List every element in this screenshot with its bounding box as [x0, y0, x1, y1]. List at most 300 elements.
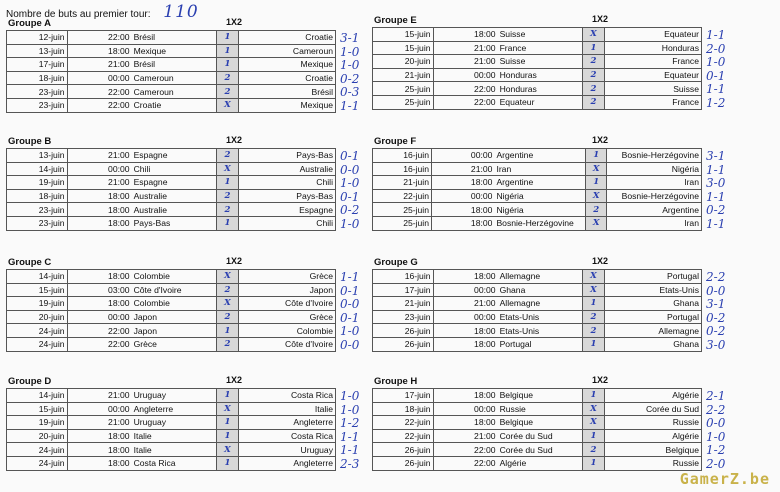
away-team: Portugal [604, 270, 701, 284]
match-date: 22-juin [373, 416, 434, 430]
match-row [7, 203, 336, 217]
pick-cell[interactable]: 1 [583, 456, 605, 470]
match-time: 22:00 [433, 82, 498, 96]
handwritten-score: 0-0 [340, 162, 360, 177]
match-time: 22:00 [433, 95, 498, 109]
handwritten-score: 0-0 [706, 283, 726, 298]
pick-cell[interactable]: 2 [217, 337, 239, 351]
match-time: 18:00 [432, 216, 495, 230]
pick-column-header: 1X2 [591, 14, 608, 24]
match-time: 00:00 [433, 68, 498, 82]
home-team: Iran [494, 162, 585, 176]
pick-cell[interactable]: 2 [586, 203, 607, 217]
match-row [373, 189, 702, 203]
away-team: Brésil [238, 85, 335, 99]
handwritten-score: 0-1 [706, 68, 726, 83]
away-team: Honduras [604, 41, 701, 55]
match-row [373, 41, 702, 55]
match-row [7, 162, 336, 176]
away-team: Corée du Sud [604, 402, 701, 416]
pick-cell[interactable]: X [586, 216, 607, 230]
pick-cell[interactable]: 2 [583, 443, 605, 457]
match-date: 23-juin [7, 85, 68, 99]
match-date: 12-juin [7, 31, 68, 45]
handwritten-score: 1-1 [706, 82, 726, 97]
match-table [372, 27, 702, 110]
away-team: Algérie [604, 429, 701, 443]
pick-cell[interactable]: X [217, 297, 239, 311]
home-team: Etats-Unis [498, 324, 583, 338]
pick-cell[interactable]: 2 [217, 71, 239, 85]
home-team: Italie [132, 443, 217, 457]
match-table [372, 269, 702, 352]
group-title: Groupe A [8, 18, 51, 29]
pick-cell[interactable]: X [583, 402, 605, 416]
match-date: 16-juin [373, 162, 432, 176]
handwritten-score: 1-1 [706, 217, 726, 231]
pick-column-header: 1X2 [225, 375, 242, 385]
match-row [373, 402, 702, 416]
pick-cell[interactable]: 1 [217, 31, 239, 45]
match-table [6, 269, 336, 352]
pick-cell[interactable]: X [586, 189, 607, 203]
match-time: 21:00 [67, 389, 132, 403]
home-team: Uruguay [132, 416, 217, 430]
handwritten-score: 1-1 [706, 28, 726, 42]
handwritten-score: 0-1 [340, 310, 360, 325]
match-date: 16-juin [373, 149, 432, 163]
away-team: Uruguay [238, 443, 335, 457]
match-table [6, 30, 336, 113]
home-team: Grèce [132, 337, 217, 351]
away-team: Bosnie-Herzégovine [607, 189, 702, 203]
handwritten-score: 1-0 [340, 176, 360, 191]
home-team: Cameroun [132, 71, 217, 85]
pick-column-header: 1X2 [225, 256, 242, 266]
group-title: Groupe C [8, 257, 52, 268]
handwritten-score: 1-1 [340, 429, 360, 444]
away-team: France [604, 55, 701, 69]
away-team: Portugal [604, 310, 701, 324]
match-row [373, 95, 702, 109]
handwritten-score: 2-0 [706, 41, 726, 56]
pick-cell[interactable]: 1 [217, 44, 239, 58]
match-date: 19-juin [7, 297, 68, 311]
pick-cell[interactable]: X [583, 416, 605, 430]
away-team: Grèce [238, 310, 335, 324]
match-date: 23-juin [7, 203, 68, 217]
match-row [7, 98, 336, 112]
pick-cell[interactable]: 2 [217, 310, 239, 324]
home-team: Argentine [494, 149, 585, 163]
match-time: 00:00 [67, 162, 132, 176]
match-row [7, 85, 336, 99]
away-team: Croatie [238, 71, 335, 85]
match-date: 17-juin [7, 58, 68, 72]
match-time: 21:00 [433, 55, 498, 69]
handwritten-score: 0-1 [340, 283, 360, 298]
match-row [7, 456, 336, 470]
match-row [373, 216, 702, 230]
handwritten-score: 1-0 [706, 429, 726, 444]
match-row [7, 31, 336, 45]
match-date: 17-juin [373, 389, 434, 403]
match-date: 21-juin [373, 297, 434, 311]
pick-cell[interactable]: X [217, 402, 239, 416]
pick-cell[interactable]: 1 [217, 176, 239, 190]
group-7 [372, 257, 732, 352]
pick-cell[interactable]: 2 [583, 324, 605, 338]
match-date: 21-juin [373, 68, 434, 82]
handwritten-score: 2-2 [706, 270, 726, 284]
home-team: Allemagne [498, 270, 583, 284]
match-time: 00:00 [67, 310, 132, 324]
match-time: 22:00 [67, 31, 132, 45]
home-team: Espagne [132, 149, 217, 163]
pick-cell[interactable]: 1 [217, 58, 239, 72]
home-team: Chili [132, 162, 217, 176]
pick-cell[interactable]: 2 [583, 82, 605, 96]
away-team: Suisse [604, 82, 701, 96]
home-team: Suisse [498, 28, 583, 42]
match-time: 22:00 [67, 337, 132, 351]
handwritten-score: 3-1 [340, 31, 360, 45]
match-time: 22:00 [433, 456, 498, 470]
match-date: 17-juin [373, 283, 434, 297]
match-row [373, 337, 702, 351]
away-team: Japon [238, 283, 335, 297]
home-team: Allemagne [498, 297, 583, 311]
home-team: Australie [132, 189, 217, 203]
match-time: 00:00 [67, 402, 132, 416]
away-team: Nigéria [607, 162, 702, 176]
match-time: 00:00 [432, 189, 495, 203]
match-date: 26-juin [373, 337, 434, 351]
match-time: 18:00 [67, 203, 132, 217]
pick-cell[interactable]: 1 [583, 389, 605, 403]
pick-cell[interactable]: 2 [583, 68, 605, 82]
match-time: 18:00 [67, 270, 132, 284]
handwritten-score: 3-0 [706, 338, 726, 352]
handwritten-score: 3-1 [706, 297, 726, 312]
match-row [7, 176, 336, 190]
pick-cell[interactable]: 2 [217, 149, 239, 163]
match-row [7, 58, 336, 72]
pick-cell[interactable]: 1 [217, 389, 239, 403]
group-title: Groupe F [374, 136, 417, 147]
home-team: Pays-Bas [132, 216, 217, 230]
group-title: Groupe B [8, 136, 52, 147]
pick-column-header: 1X2 [591, 375, 608, 385]
away-team: Australie [238, 162, 335, 176]
match-time: 18:00 [67, 443, 132, 457]
home-team: Japon [132, 324, 217, 338]
match-row [373, 429, 702, 443]
pick-column-header: 1X2 [225, 135, 242, 145]
away-team: Costa Rica [238, 429, 335, 443]
handwritten-score: 1-2 [340, 416, 360, 431]
pick-cell[interactable]: 1 [583, 297, 605, 311]
pick-cell[interactable]: 1 [217, 416, 239, 430]
group-title: Groupe E [374, 15, 417, 26]
pick-cell[interactable]: 1 [217, 216, 239, 230]
match-time: 21:00 [67, 176, 132, 190]
home-team: Italie [132, 429, 217, 443]
match-time: 18:00 [67, 216, 132, 230]
handwritten-score: 0-2 [340, 203, 360, 218]
match-row [373, 456, 702, 470]
pick-cell[interactable]: 1 [217, 429, 239, 443]
match-time: 00:00 [67, 71, 132, 85]
handwritten-score: 0-1 [340, 189, 360, 204]
group-title: Groupe D [8, 376, 52, 387]
match-row [373, 82, 702, 96]
pick-cell[interactable]: X [583, 270, 605, 284]
match-date: 23-juin [373, 310, 434, 324]
match-row [373, 28, 702, 42]
home-team: Colombie [132, 270, 217, 284]
match-time: 18:00 [67, 297, 132, 311]
away-team: Equateur [604, 28, 701, 42]
pick-cell[interactable]: 2 [583, 95, 605, 109]
away-team: Russie [604, 416, 701, 430]
handwritten-score: 2-2 [706, 402, 726, 417]
pick-cell[interactable]: 1 [583, 41, 605, 55]
handwritten-score: 1-2 [706, 96, 726, 110]
pick-cell[interactable]: 2 [583, 310, 605, 324]
pick-column-header: 1X2 [591, 256, 608, 266]
match-date: 24-juin [7, 456, 68, 470]
match-row [7, 270, 336, 284]
away-team: Grèce [238, 270, 335, 284]
away-team: Russie [604, 456, 701, 470]
away-team: Italie [238, 402, 335, 416]
handwritten-score: 0-2 [706, 310, 726, 325]
home-team: Uruguay [132, 389, 217, 403]
away-team: Côte d'Ivoire [238, 297, 335, 311]
match-row [7, 389, 336, 403]
home-team: Côte d'Ivoire [132, 283, 217, 297]
handwritten-score: 1-0 [340, 58, 360, 73]
handwritten-score: 3-1 [706, 149, 726, 163]
match-table [372, 388, 702, 471]
handwritten-score: 0-2 [706, 324, 726, 339]
match-table [6, 148, 336, 231]
match-time: 03:00 [67, 283, 132, 297]
away-team: Pays-Bas [238, 189, 335, 203]
match-time: 18:00 [67, 189, 132, 203]
match-row [373, 389, 702, 403]
match-time: 22:00 [433, 443, 498, 457]
home-team: Honduras [498, 82, 583, 96]
away-team: Croatie [238, 31, 335, 45]
match-time: 22:00 [67, 85, 132, 99]
handwritten-score: 1-1 [706, 162, 726, 177]
handwritten-score: 0-0 [706, 416, 726, 431]
match-date: 15-juin [373, 41, 434, 55]
match-row [7, 310, 336, 324]
match-date: 26-juin [373, 324, 434, 338]
pick-cell[interactable]: 1 [586, 176, 607, 190]
home-team: Croatie [132, 98, 217, 112]
match-row [7, 297, 336, 311]
match-date: 22-juin [373, 429, 434, 443]
match-date: 23-juin [7, 98, 68, 112]
home-team: Angleterre [132, 402, 217, 416]
away-team: Bosnie-Herzégovine [607, 149, 702, 163]
away-team: Espagne [238, 203, 335, 217]
match-time: 00:00 [433, 310, 498, 324]
match-date: 16-juin [373, 270, 434, 284]
match-date: 13-juin [7, 149, 68, 163]
handwritten-score: 0-0 [340, 297, 360, 312]
handwritten-score: 1-1 [340, 443, 360, 458]
match-row [7, 324, 336, 338]
match-date: 26-juin [373, 456, 434, 470]
match-date: 26-juin [373, 443, 434, 457]
away-team: Iran [607, 216, 702, 230]
away-team: Algérie [604, 389, 701, 403]
match-time: 18:00 [433, 416, 498, 430]
pick-cell[interactable]: X [217, 443, 239, 457]
match-time: 00:00 [433, 283, 498, 297]
away-team: Mexique [238, 98, 335, 112]
home-team: Japon [132, 310, 217, 324]
pick-cell[interactable]: X [583, 283, 605, 297]
away-team: France [604, 95, 701, 109]
match-date: 20-juin [7, 310, 68, 324]
pick-cell[interactable]: X [217, 98, 239, 112]
match-row [373, 283, 702, 297]
home-team: Cameroun [132, 85, 217, 99]
away-team: Costa Rica [238, 389, 335, 403]
match-table [6, 388, 336, 471]
match-row [373, 310, 702, 324]
match-date: 25-juin [373, 95, 434, 109]
home-team: Suisse [498, 55, 583, 69]
away-team: Mexique [238, 58, 335, 72]
match-time: 18:00 [433, 389, 498, 403]
away-team: Chili [238, 176, 335, 190]
handwritten-score: 2-3 [340, 457, 360, 471]
home-team: Etats-Unis [498, 310, 583, 324]
away-team: Belgique [604, 443, 701, 457]
match-time: 22:00 [67, 324, 132, 338]
pick-cell[interactable]: 2 [217, 189, 239, 203]
pick-cell[interactable]: 2 [217, 85, 239, 99]
pick-cell[interactable]: 2 [583, 55, 605, 69]
pick-cell[interactable]: 1 [217, 456, 239, 470]
match-time: 22:00 [67, 98, 132, 112]
group-3 [6, 257, 366, 352]
group-title: Groupe G [374, 257, 418, 268]
handwritten-score: 0-1 [340, 149, 360, 163]
away-team: Colombie [238, 324, 335, 338]
away-team: Angleterre [238, 456, 335, 470]
home-team: Algérie [498, 456, 583, 470]
pick-cell[interactable]: 1 [583, 429, 605, 443]
match-time: 18:00 [433, 324, 498, 338]
match-time: 18:00 [433, 337, 498, 351]
group-5 [372, 15, 732, 110]
home-team: France [498, 41, 583, 55]
match-time: 21:00 [67, 416, 132, 430]
handwritten-score: 0-0 [340, 338, 360, 352]
match-date: 22-juin [373, 189, 432, 203]
match-date: 15-juin [373, 28, 434, 42]
away-team: Iran [607, 176, 702, 190]
handwritten-score: 1-1 [706, 189, 726, 204]
match-date: 14-juin [7, 389, 68, 403]
pick-cell[interactable]: 1 [217, 324, 239, 338]
match-time: 00:00 [432, 149, 495, 163]
home-team: Brésil [132, 31, 217, 45]
pick-cell[interactable]: 2 [217, 283, 239, 297]
match-date: 24-juin [7, 324, 68, 338]
pick-cell[interactable]: 1 [583, 337, 605, 351]
match-row [7, 337, 336, 351]
home-team: Nigéria [494, 189, 585, 203]
match-time: 18:00 [67, 456, 132, 470]
handwritten-score: 1-0 [340, 44, 360, 59]
handwritten-score: 2-0 [706, 457, 726, 471]
home-team: Equateur [498, 95, 583, 109]
match-row [373, 176, 702, 190]
group-8 [372, 376, 732, 471]
group-1 [6, 18, 366, 113]
handwritten-score: 1-2 [706, 443, 726, 458]
pick-cell[interactable]: X [583, 28, 605, 42]
pick-cell[interactable]: 2 [217, 203, 239, 217]
match-date: 21-juin [373, 176, 432, 190]
handwritten-score: 3-0 [706, 176, 726, 191]
match-table [372, 148, 702, 231]
away-team: Argentine [607, 203, 702, 217]
match-row [373, 416, 702, 430]
away-team: Ghana [604, 337, 701, 351]
away-team: Côte d'Ivoire [238, 337, 335, 351]
away-team: Allemagne [604, 324, 701, 338]
match-row [7, 189, 336, 203]
home-team: Belgique [498, 389, 583, 403]
handwritten-score: 1-1 [340, 270, 360, 284]
handwritten-score: 2-1 [706, 389, 726, 403]
handwritten-score: 1-0 [340, 402, 360, 417]
match-row [373, 55, 702, 69]
match-row [373, 443, 702, 457]
match-row [7, 402, 336, 416]
away-team: Etats-Unis [604, 283, 701, 297]
home-team: Corée du Sud [498, 429, 583, 443]
match-row [373, 162, 702, 176]
pick-cell[interactable]: X [586, 162, 607, 176]
match-row [7, 283, 336, 297]
pick-cell[interactable]: X [217, 162, 239, 176]
pick-column-header: 1X2 [225, 17, 242, 27]
handwritten-score: 1-0 [340, 217, 360, 231]
match-date: 24-juin [7, 443, 68, 457]
away-team: Equateur [604, 68, 701, 82]
home-team: Ghana [498, 283, 583, 297]
pick-cell[interactable]: X [217, 270, 239, 284]
match-date: 14-juin [7, 162, 68, 176]
away-team: Pays-Bas [238, 149, 335, 163]
pick-cell[interactable]: 1 [586, 149, 607, 163]
match-row [373, 203, 702, 217]
match-row [373, 324, 702, 338]
away-team: Cameroun [238, 44, 335, 58]
match-row [373, 68, 702, 82]
